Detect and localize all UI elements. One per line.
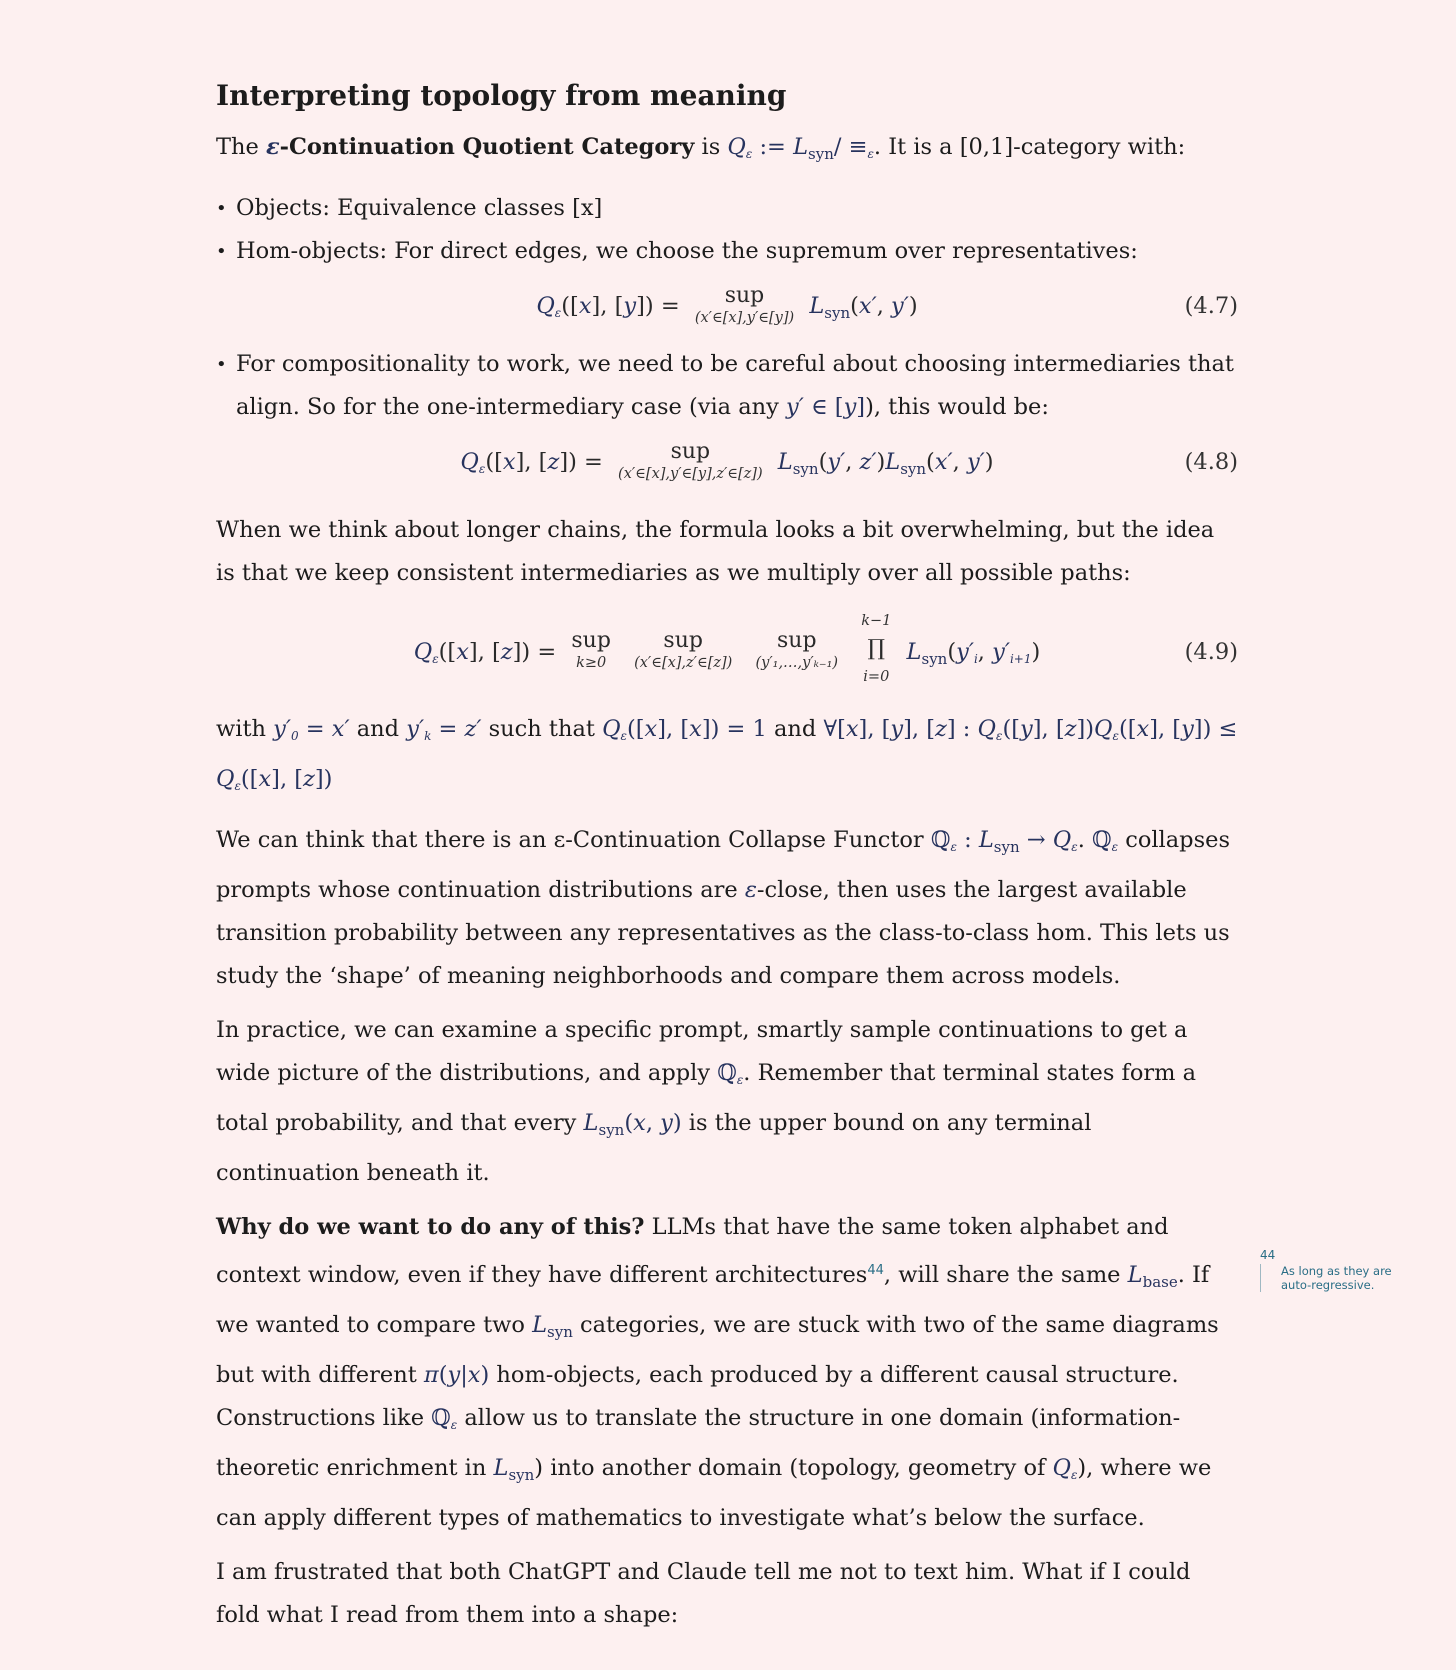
composition-list bbox=[216, 343, 1238, 429]
equation-4-8: Qε([x], [z]) = sup (x′∈[x],y′∈[y],z′∈[z]) $L_{syn}(y'$, $z')L_{syn}(x'$, y′) (4.8) bbox=[460, 439, 1238, 482]
definition-list bbox=[216, 187, 1238, 273]
section-heading: Interpreting topology from meaning bbox=[216, 79, 787, 112]
sidenote-44 bbox=[1260, 1248, 1410, 1292]
functor-paragraph: We can think that there is an ε-Continuation Collapse Functor ℚε : $L_{syn} \to Q\varepsilon$. ℚε collapses prompts whose continuation distributions are ε-close, then uses the largest available transition probability between any representatives as the class-to-class hom. This lets us study the ‘shape’ of meaning neighborhoods and compare them across models. bbox=[216, 827, 1230, 989]
bullet-hom-objects: • Hom-objects: For direct edges, we choose the supremum over representatives: bbox=[216, 230, 1238, 273]
equation-4-9: Qε([x], [z]) = sup k≥0 sup (x′∈[x],z′∈[z]) sup (y′₁,…,y′ₖ₋₁) k−1 ∏ i=0 $L_{syn}(y'i$, y′i+1) (4.9) bbox=[216, 606, 1238, 698]
equation-number: (4.7) bbox=[1184, 293, 1238, 319]
why-paragraph: Why do we want to do any of this? LLMs that have the same token alphabet and context window, even if they have different architectures$^{44}$, will share the same $L_{base}$. If we wanted to compare two $L_{syn}$ categories, we are stuck with two of the same diagrams but with different π(y|x) hom-objects, each produced by a different causal structure. Constructions like ℚε allow us to translate the structure in one domain (information-theoretic enrichment in $L_{syn}$) into another domain (topology, geometry of Qε), where we can apply different types of mathematics to investigate what’s below the surface. bbox=[216, 1214, 1219, 1531]
intro-paragraph: The ε-Continuation Quotient Category is Qε := $L_{syn}/ \equiv\varepsilon$. It is a [0,1]-category with: bbox=[216, 134, 1186, 163]
equation-number: (4.9) bbox=[1184, 639, 1238, 665]
equation-4-7: Qε([x], [y]) = sup (x′∈[x],y′∈[y]) $L_{syn}(x'$, y′) (4.7) bbox=[536, 283, 1238, 326]
bullet-compositionality: • For compositionality to work, we need to be careful about choosing intermediaries that align. So for the one-intermediary case (via any y′ ∈ [y]), this would be: bbox=[216, 343, 1238, 429]
equation-number: (4.8) bbox=[1184, 449, 1238, 475]
sidenote-text: As long as they are auto-regressive. bbox=[1260, 1264, 1410, 1292]
chains-paragraph: When we think about longer chains, the formula looks a bit overwhelming, but the idea is that we keep consistent intermediaries as we multiply over all possible paths: bbox=[216, 517, 1215, 586]
practice-paragraph: In practice, we can examine a specific prompt, smartly sample continuations to get a wide picture of the distributions, and apply ℚε. Remember that terminal states form a total probability, and that every $L_{syn}(x$, y) is the upper bound on any terminal continuation beneath it. bbox=[216, 1017, 1197, 1186]
closing-paragraph: I am frustrated that both ChatGPT and Claude tell me not to text him. What if I could fold what I read from them into a shape: bbox=[216, 1559, 1191, 1628]
sidenote-number: 44 bbox=[1260, 1248, 1276, 1262]
footnote-ref-44[interactable]: 44 bbox=[867, 1263, 884, 1278]
main-column bbox=[216, 74, 1238, 1648]
bullet-objects: • Objects: Equivalence classes [x] bbox=[216, 187, 1238, 230]
with-paragraph: with y′0 = x′ and y′k = z′ such that Qε([x], [x]) = 1 and ∀[x], [y], [z] : Qε([y], [z])Qε([x], [y]) ≤ Qε([x], [z]) bbox=[216, 716, 1238, 793]
